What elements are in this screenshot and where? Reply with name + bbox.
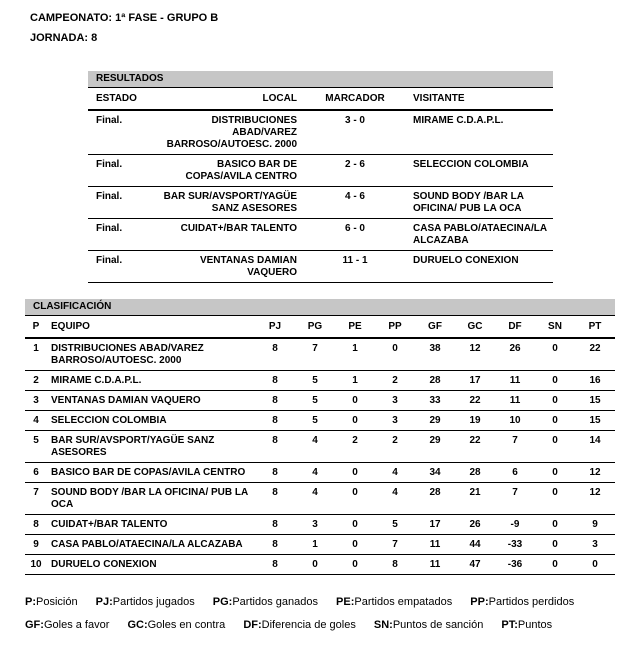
pe-cell: 1 [335,371,375,391]
gf-cell: 34 [415,463,455,483]
legend-item [501,619,552,631]
header-equipo: EQUIPO [47,316,255,338]
team-cell: BAR SUR/AVSPORT/YAGÜE SANZ ASESORES [47,431,255,463]
legend-abbr: DF: [243,619,262,631]
legend-item [470,596,574,608]
pp-cell: 7 [375,535,415,555]
marcador-cell: 3 - 0 [305,110,405,155]
clasificacion-row [25,371,615,391]
gc-cell: 17 [455,371,495,391]
pt-cell: 12 [575,483,615,515]
team-cell: SELECCION COLOMBIA [47,411,255,431]
legend-item [25,619,109,631]
legend-item [243,619,356,631]
pj-cell: 8 [255,515,295,535]
legend-text: Partidos jugados [112,596,195,608]
legend-abbr: PT: [501,619,518,631]
resultado-row [88,187,553,219]
sn-cell: 0 [535,515,575,535]
legend-item [336,596,452,608]
legend-abbr: GC: [127,619,148,631]
position-cell: 10 [25,555,47,575]
clasificacion-row [25,515,615,535]
header-pe: PE [335,316,375,338]
jornada-title: JORNADA: 8 [30,32,98,44]
gf-cell: 33 [415,391,455,411]
sn-cell: 0 [535,555,575,575]
sn-cell: 0 [535,411,575,431]
sn-cell: 0 [535,535,575,555]
pt-cell: 0 [575,555,615,575]
position-cell: 1 [25,338,47,371]
gc-cell: 12 [455,338,495,371]
header-df: DF [495,316,535,338]
pp-cell: 5 [375,515,415,535]
marcador-cell: 4 - 6 [305,187,405,219]
campeonato-title: CAMPEONATO: 1ª FASE - GRUPO B [30,12,219,24]
clasificacion-title-bar [25,299,615,316]
pp-cell: 0 [375,338,415,371]
page-header [30,8,218,48]
header-gf: GF [415,316,455,338]
position-cell: 2 [25,371,47,391]
legend-text: Puntos de sanción [392,619,484,631]
header-sn: SN [535,316,575,338]
estado-cell: Final. [88,187,150,219]
df-cell: 26 [495,338,535,371]
legend-text: Partidos perdidos [488,596,575,608]
legend-abbr: PG: [212,596,233,608]
gc-cell: 26 [455,515,495,535]
legend-item [96,596,195,608]
estado-cell: Final. [88,110,150,155]
marcador-cell: 2 - 6 [305,155,405,187]
gf-cell: 28 [415,483,455,515]
header-visitante: VISITANTE [405,88,553,110]
pt-cell: 14 [575,431,615,463]
pp-cell: 3 [375,391,415,411]
marcador-cell: 6 - 0 [305,219,405,251]
legend-abbr: PE: [336,596,355,608]
gc-cell: 44 [455,535,495,555]
visitante-cell: SELECCION COLOMBIA [405,155,553,187]
clasificacion-body [25,338,615,575]
pp-cell: 3 [375,411,415,431]
df-cell: -33 [495,535,535,555]
gc-cell: 47 [455,555,495,575]
pe-cell: 1 [335,338,375,371]
pt-cell: 22 [575,338,615,371]
local-cell: BAR SUR/AVSPORT/YAGÜE SANZ ASESORES [150,187,305,219]
visitante-cell: SOUND BODY /BAR LA OFICINA/ PUB LA OCA [405,187,553,219]
pj-cell: 8 [255,371,295,391]
legend-text: Partidos empatados [354,596,453,608]
visitante-cell: MIRAME C.D.A.P.L. [405,110,553,155]
resultados-title: RESULTADOS [96,73,164,84]
clasificacion-table [25,316,615,575]
df-cell: -36 [495,555,535,575]
header-marcador: MARCADOR [305,88,405,110]
pt-cell: 15 [575,391,615,411]
sn-cell: 0 [535,391,575,411]
team-cell: MIRAME C.D.A.P.L. [47,371,255,391]
legend-item [213,596,318,608]
team-cell: BASICO BAR DE COPAS/AVILA CENTRO [47,463,255,483]
legend-line-1 [25,596,589,608]
gc-cell: 22 [455,391,495,411]
resultado-row [88,155,553,187]
resultados-section [88,71,553,283]
pe-cell: 0 [335,483,375,515]
gf-cell: 29 [415,431,455,463]
pe-cell: 0 [335,463,375,483]
header-estado: ESTADO [88,88,150,110]
pe-cell: 0 [335,555,375,575]
pg-cell: 4 [295,483,335,515]
pj-cell: 8 [255,483,295,515]
sn-cell: 0 [535,371,575,391]
clasificacion-title: CLASIFICACIÓN [33,301,112,312]
estado-cell: Final. [88,155,150,187]
gc-cell: 21 [455,483,495,515]
pt-cell: 3 [575,535,615,555]
df-cell: 7 [495,483,535,515]
clasificacion-section [25,299,615,575]
header-pp: PP [375,316,415,338]
pp-cell: 8 [375,555,415,575]
clasificacion-row [25,431,615,463]
clasificacion-row [25,411,615,431]
df-cell: 10 [495,411,535,431]
local-cell: BASICO BAR DE COPAS/AVILA CENTRO [150,155,305,187]
df-cell: -9 [495,515,535,535]
df-cell: 7 [495,431,535,463]
pg-cell: 5 [295,371,335,391]
legend [25,596,589,642]
gf-cell: 28 [415,371,455,391]
pg-cell: 4 [295,431,335,463]
position-cell: 3 [25,391,47,411]
resultados-header-row [88,88,553,110]
legend-abbr: PJ: [95,596,113,608]
team-cell: CUIDAT+/BAR TALENTO [47,515,255,535]
local-cell: CUIDAT+/BAR TALENTO [150,219,305,251]
pt-cell: 12 [575,463,615,483]
legend-item [374,619,483,631]
pp-cell: 2 [375,371,415,391]
marcador-cell: 11 - 1 [305,251,405,283]
local-cell: DISTRIBUCIONES ABAD/VAREZ BARROSO/AUTOESC. 2000 [150,110,305,155]
team-cell: DISTRIBUCIONES ABAD/VAREZ BARROSO/AUTOESC. 2000 [47,338,255,371]
resultados-title-bar [88,71,553,88]
header-local: LOCAL [150,88,305,110]
pp-cell: 2 [375,431,415,463]
sn-cell: 0 [535,338,575,371]
clasificacion-row [25,391,615,411]
position-cell: 4 [25,411,47,431]
header-pg: PG [295,316,335,338]
visitante-cell: CASA PABLO/ATAECINA/LA ALCAZABA [405,219,553,251]
legend-text: Posición [36,596,78,608]
clasificacion-row [25,463,615,483]
pj-cell: 8 [255,411,295,431]
pg-cell: 5 [295,391,335,411]
sn-cell: 0 [535,483,575,515]
pg-cell: 1 [295,535,335,555]
pg-cell: 7 [295,338,335,371]
legend-text: Goles en contra [147,619,226,631]
pe-cell: 0 [335,411,375,431]
gf-cell: 17 [415,515,455,535]
position-cell: 7 [25,483,47,515]
legend-item [127,619,225,631]
pe-cell: 0 [335,515,375,535]
visitante-cell: DURUELO CONEXION [405,251,553,283]
gf-cell: 29 [415,411,455,431]
pg-cell: 3 [295,515,335,535]
pp-cell: 4 [375,463,415,483]
pj-cell: 8 [255,431,295,463]
pj-cell: 8 [255,338,295,371]
position-cell: 9 [25,535,47,555]
position-cell: 8 [25,515,47,535]
pe-cell: 0 [335,535,375,555]
df-cell: 6 [495,463,535,483]
resultados-body [88,110,553,283]
df-cell: 11 [495,391,535,411]
pg-cell: 4 [295,463,335,483]
df-cell: 11 [495,371,535,391]
local-cell: VENTANAS DAMIAN VAQUERO [150,251,305,283]
pj-cell: 8 [255,391,295,411]
pj-cell: 8 [255,555,295,575]
header-pj: PJ [255,316,295,338]
resultados-table [88,88,553,283]
clasificacion-header-row [25,316,615,338]
team-cell: SOUND BODY /BAR LA OFICINA/ PUB LA OCA [47,483,255,515]
gc-cell: 22 [455,431,495,463]
pg-cell: 5 [295,411,335,431]
gf-cell: 11 [415,555,455,575]
gc-cell: 28 [455,463,495,483]
pj-cell: 8 [255,535,295,555]
estado-cell: Final. [88,219,150,251]
resultado-row [88,251,553,283]
gc-cell: 19 [455,411,495,431]
gf-cell: 38 [415,338,455,371]
legend-abbr: GF: [25,619,44,631]
sn-cell: 0 [535,431,575,463]
position-cell: 5 [25,431,47,463]
resultado-row [88,110,553,155]
pj-cell: 8 [255,463,295,483]
gf-cell: 11 [415,535,455,555]
pg-cell: 0 [295,555,335,575]
clasificacion-row [25,338,615,371]
pe-cell: 0 [335,391,375,411]
header-p: P [25,316,47,338]
legend-line-2 [25,619,589,631]
estado-cell: Final. [88,251,150,283]
legend-text: Goles a favor [43,619,110,631]
legend-abbr: P: [25,596,36,608]
clasificacion-row [25,555,615,575]
pe-cell: 2 [335,431,375,463]
legend-text: Partidos ganados [232,596,318,608]
legend-abbr: PP: [470,596,489,608]
resultado-row [88,219,553,251]
position-cell: 6 [25,463,47,483]
legend-text: Puntos [517,619,553,631]
header-pt: PT [575,316,615,338]
pt-cell: 15 [575,411,615,431]
team-cell: VENTANAS DAMIAN VAQUERO [47,391,255,411]
team-cell: CASA PABLO/ATAECINA/LA ALCAZABA [47,535,255,555]
pt-cell: 16 [575,371,615,391]
sn-cell: 0 [535,463,575,483]
legend-text: Diferencia de goles [261,619,356,631]
legend-abbr: SN: [373,619,393,631]
clasificacion-row [25,483,615,515]
clasificacion-row [25,535,615,555]
pp-cell: 4 [375,483,415,515]
legend-item [25,596,78,608]
header-gc: GC [455,316,495,338]
pt-cell: 9 [575,515,615,535]
team-cell: DURUELO CONEXION [47,555,255,575]
